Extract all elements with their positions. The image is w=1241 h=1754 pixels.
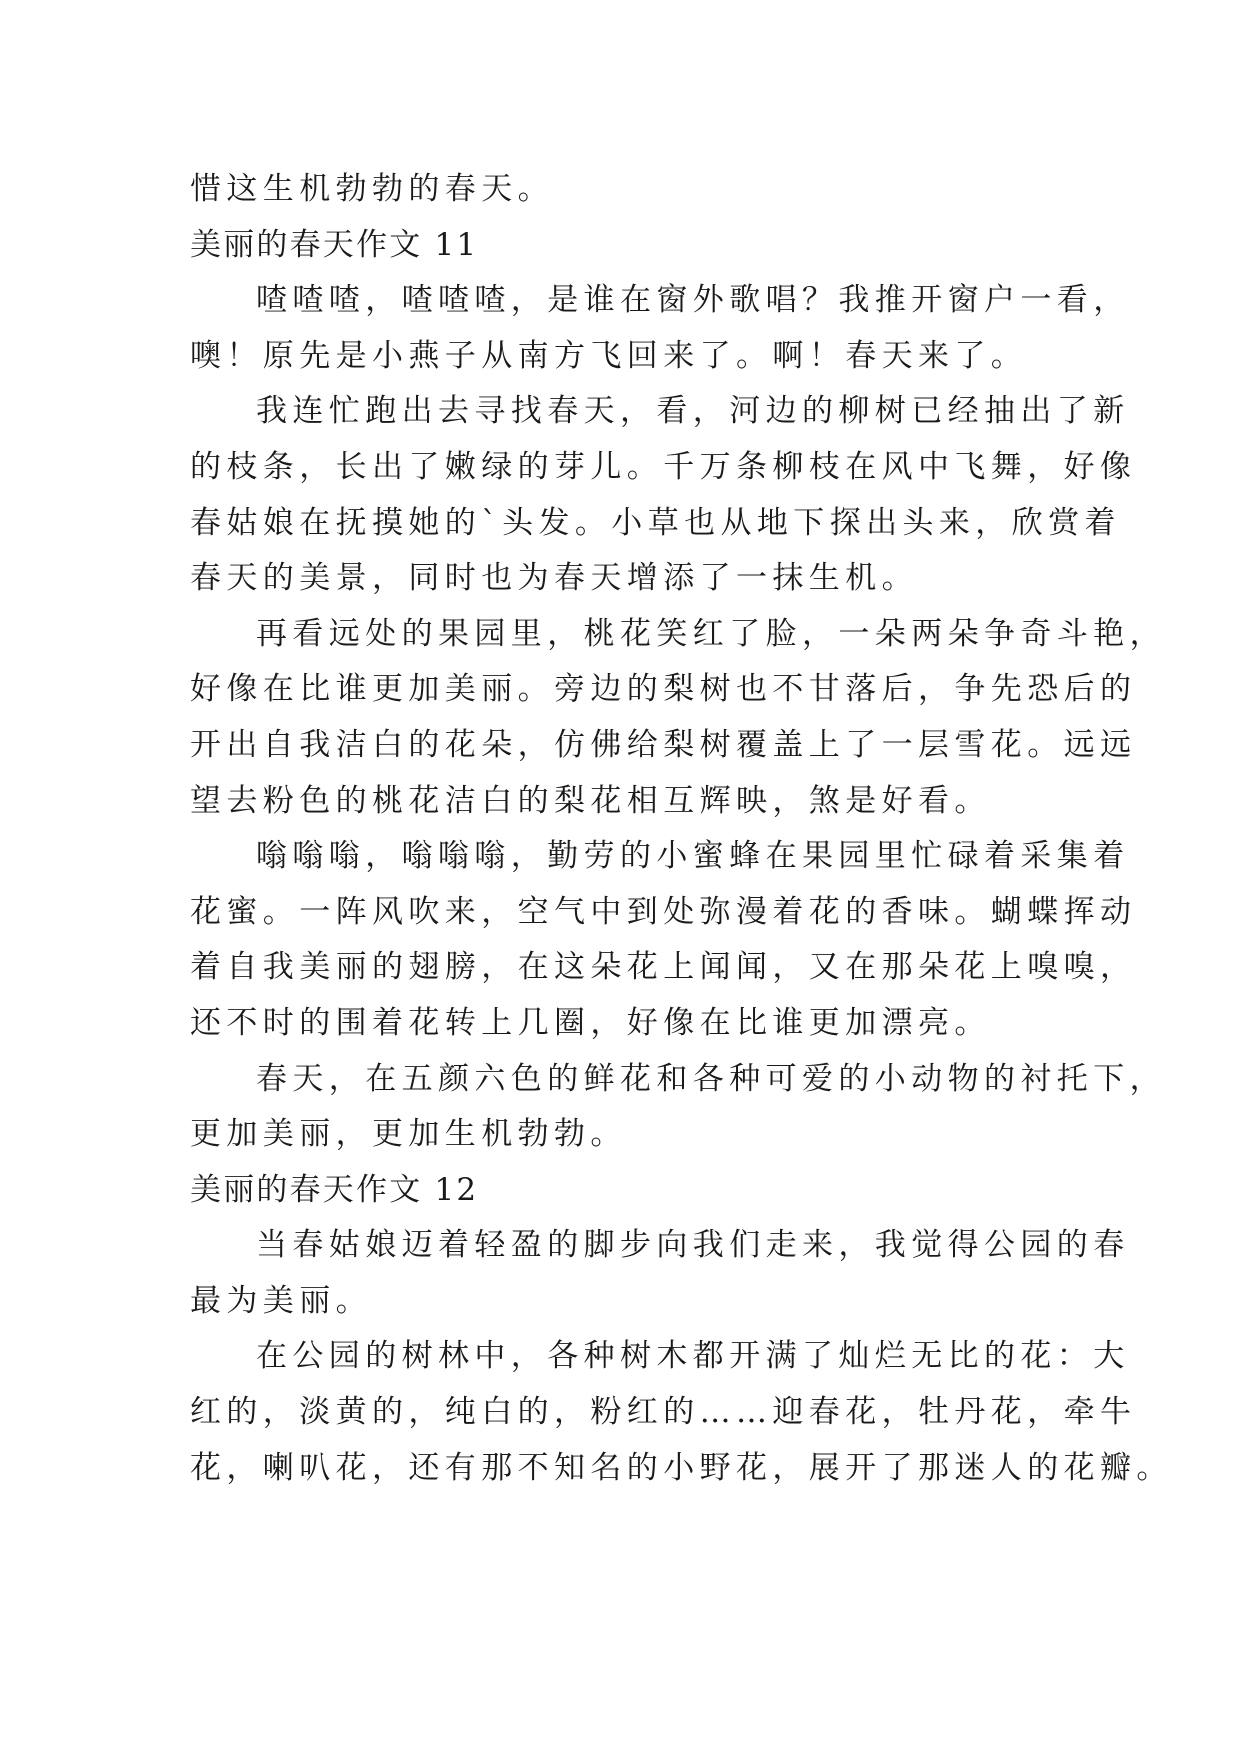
text-line: 更加美丽，更加生机勃勃。 (190, 1116, 627, 1153)
section-heading-11: 美丽的春天作文 11 (190, 226, 479, 263)
paragraph-line: 在公园的树林中，各种树木都开满了灿烂无比的花：大 (256, 1338, 1130, 1375)
text-line: 最为美丽。 (190, 1282, 372, 1319)
text-line: 着自我美丽的翅膀，在这朵花上闻闻，又在那朵花上嗅嗅， (190, 949, 1137, 986)
text-line: 红的，淡黄的，纯白的，粉红的……迎春花，牡丹花，牵牛 (190, 1394, 1137, 1431)
paragraph-line: 喳喳喳，喳喳喳，是谁在窗外歌唱？我推开窗户一看， (256, 282, 1130, 319)
text-line: 噢！原先是小燕子从南方飞回来了。啊！春天来了。 (190, 337, 1028, 374)
text-line: 望去粉色的桃花洁白的梨花相互辉映，煞是好看。 (190, 782, 991, 819)
text-line: 好像在比谁更加美丽。旁边的梨树也不甘落后，争先恐后的 (190, 671, 1137, 708)
text-line: 的枝条，长出了嫩绿的芽儿。千万条柳枝在风中飞舞，好像 (190, 448, 1137, 485)
text-line: 花蜜。一阵风吹来，空气中到处弥漫着花的香味。蝴蝶挥动 (190, 893, 1137, 930)
text-line: 花，喇叭花，还有那不知名的小野花，展开了那迷人的花瓣。 (190, 1449, 1173, 1486)
text-line: 春姑娘在抚摸她的`头发。小草也从地下探出头来，欣赏着 (190, 504, 1121, 541)
paragraph-line: 春天，在五颜六色的鲜花和各种可爱的小动物的衬托下， (256, 1060, 1166, 1097)
paragraph-line: 我连忙跑出去寻找春天，看，河边的柳树已经抽出了新 (256, 393, 1130, 430)
text-line: 开出自我洁白的花朵，仿佛给梨树覆盖上了一层雪花。远远 (190, 726, 1137, 763)
text-line: 春天的美景，同时也为春天增添了一抹生机。 (190, 560, 918, 597)
paragraph-line: 嗡嗡嗡，嗡嗡嗡，勤劳的小蜜蜂在果园里忙碌着采集着 (256, 838, 1130, 875)
text-line: 还不时的围着花转上几圈，好像在比谁更加漂亮。 (190, 1004, 991, 1041)
paragraph-line: 当春姑娘迈着轻盈的脚步向我们走来，我觉得公园的春 (256, 1227, 1130, 1264)
section-heading-12: 美丽的春天作文 12 (190, 1171, 479, 1208)
text-line: 惜这生机勃勃的春天。 (190, 171, 554, 207)
paragraph-line: 再看远处的果园里，桃花笑红了脸，一朵两朵争奇斗艳， (256, 615, 1166, 652)
document-page (190, 162, 1173, 1496)
